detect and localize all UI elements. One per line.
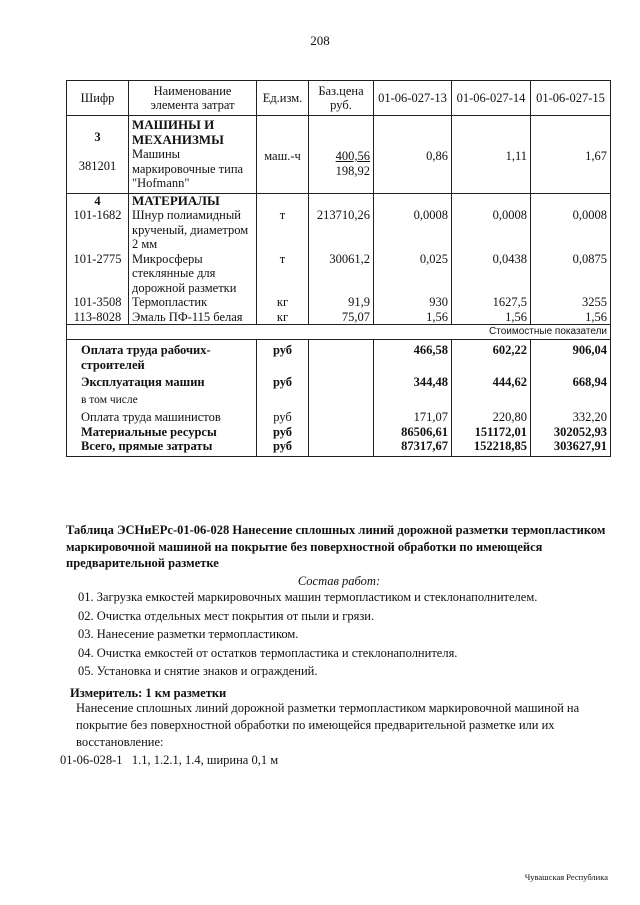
work-item: 03. Нанесение разметки термопластиком. bbox=[78, 627, 299, 641]
measure-unit: Измеритель: 1 км разметки bbox=[70, 686, 227, 700]
cost-row-labor bbox=[67, 340, 611, 373]
page-footer: Чувашская Республика bbox=[524, 872, 608, 882]
cost-value-1: 87317,67 bbox=[374, 439, 452, 456]
cost-unit: руб bbox=[257, 425, 309, 440]
row-value-1: 0,86 bbox=[374, 116, 452, 194]
cost-value-1: 466,58 bbox=[374, 340, 452, 373]
work-item: 04. Очистка емкостей от остатков термопластика и стеклонаполнителя. bbox=[78, 645, 458, 660]
cost-row-operators bbox=[67, 407, 611, 425]
table-header-row bbox=[67, 81, 611, 116]
row-value-1: 0,025 bbox=[374, 252, 452, 296]
row-price: 213710,26 bbox=[309, 208, 374, 252]
cost-value-3: 668,94 bbox=[531, 372, 611, 407]
cost-value-2: 602,22 bbox=[452, 340, 531, 373]
row-value-1: 930 bbox=[374, 295, 452, 310]
next-table-title: Таблица ЭСНиЕРс-01-06-028 Нанесение сплошных линий дорожной разметки термопластиком маркировочной машиной на покрытие без поверхностной обработки по имеющейся предварительной разметке bbox=[66, 523, 606, 570]
cost-unit: руб bbox=[257, 340, 309, 373]
table-row bbox=[67, 208, 611, 252]
cost-value-3: 332,20 bbox=[531, 407, 611, 425]
row-value-1: 1,56 bbox=[374, 310, 452, 325]
cost-value-2: 444,62 bbox=[452, 372, 531, 407]
cost-caption: Стоимостные показатели bbox=[67, 325, 611, 340]
works-list bbox=[78, 588, 624, 681]
row-name: Эмаль ПФ-115 белая bbox=[129, 310, 257, 325]
cost-label-cell bbox=[67, 372, 257, 407]
cost-value-2: 220,80 bbox=[452, 407, 531, 425]
cost-unit: руб bbox=[257, 407, 309, 425]
header-price bbox=[309, 81, 374, 116]
header-col1: 01-06-027-13 bbox=[374, 81, 452, 116]
measure-description: Нанесение сплошных линий дорожной разметки термопластиком маркировочной машиной на покрытие без поверхностной обработки по имеющейся предварительной разметке или их восстановление: bbox=[76, 701, 580, 749]
table-row bbox=[67, 310, 611, 325]
header-name-line2: элемента затрат bbox=[150, 98, 235, 112]
cost-label: Материальные ресурсы bbox=[67, 425, 257, 440]
cost-value-2: 152218,85 bbox=[452, 439, 531, 456]
row-name: Микросферы стеклянные для дорожной разметки bbox=[129, 252, 257, 296]
section-row-materials bbox=[67, 193, 611, 208]
cost-caption-row bbox=[67, 325, 611, 340]
row-value-3: 1,67 bbox=[531, 116, 611, 194]
price-top: 400,56 bbox=[335, 149, 370, 163]
cost-value-1: 86506,61 bbox=[374, 425, 452, 440]
row-price: 91,9 bbox=[309, 295, 374, 310]
row-value-2: 0,0438 bbox=[452, 252, 531, 296]
header-name-line1: Наименование bbox=[153, 84, 232, 98]
cost-value-1: 344,48 bbox=[374, 372, 452, 407]
row-value-3: 3255 bbox=[531, 295, 611, 310]
row-unit: т bbox=[257, 252, 309, 296]
row-value-2: 1,11 bbox=[452, 116, 531, 194]
works-title: Состав работ: bbox=[297, 574, 381, 588]
cost-row-machines bbox=[67, 372, 611, 407]
code-line: 01-06-028-1 1.1, 1.2.1, 1.4, ширина 0,1 м bbox=[60, 753, 279, 767]
cost-row-total bbox=[67, 439, 611, 456]
row-value-3: 1,56 bbox=[531, 310, 611, 325]
cost-value-3: 303627,91 bbox=[531, 439, 611, 456]
table-row bbox=[67, 252, 611, 296]
work-item: 05. Установка и снятие знаков и ограждений. bbox=[78, 664, 318, 678]
cost-value-3: 302052,93 bbox=[531, 425, 611, 440]
cost-value-1: 171,07 bbox=[374, 407, 452, 425]
row-name: Термопластик bbox=[129, 295, 257, 310]
section-name-cell bbox=[129, 116, 257, 194]
row-value-1: 0,0008 bbox=[374, 208, 452, 252]
cost-value-2: 151172,01 bbox=[452, 425, 531, 440]
header-col2: 01-06-027-14 bbox=[452, 81, 531, 116]
work-item: 01. Загрузка емкостей маркировочных машин термопластиком и стеклонаполнителем. bbox=[78, 590, 538, 604]
section-title: МАШИНЫ И МЕХАНИЗМЫ bbox=[132, 117, 224, 147]
page-number: 208 bbox=[310, 33, 330, 48]
header-code: Шифр bbox=[67, 81, 129, 116]
cost-row-materials bbox=[67, 425, 611, 440]
cost-sublabel: в том числе bbox=[81, 393, 138, 406]
row-price: 75,07 bbox=[309, 310, 374, 325]
header-price-line2: руб. bbox=[330, 98, 352, 112]
row-value-3: 0,0008 bbox=[531, 208, 611, 252]
row-value-2: 0,0008 bbox=[452, 208, 531, 252]
section-code: 4 bbox=[67, 193, 129, 208]
row-code: 101-1682 bbox=[67, 208, 129, 252]
table-row bbox=[67, 295, 611, 310]
resource-table bbox=[66, 80, 611, 457]
row-code: 101-3508 bbox=[67, 295, 129, 310]
row-name: Машины маркировочные типа "Hofmann" bbox=[132, 147, 244, 190]
header-name bbox=[129, 81, 257, 116]
cost-label: Оплата труда рабочих-строителей bbox=[67, 340, 257, 373]
header-unit: Ед.изм. bbox=[257, 81, 309, 116]
cost-unit: руб bbox=[257, 372, 309, 407]
row-price: 30061,2 bbox=[309, 252, 374, 296]
row-code: 113-8028 bbox=[67, 310, 129, 325]
cost-label: Оплата труда машинистов bbox=[67, 407, 257, 425]
row-unit: кг bbox=[257, 295, 309, 310]
row-code: 381201 bbox=[78, 158, 117, 173]
row-value-2: 1,56 bbox=[452, 310, 531, 325]
section-title: МАТЕРИАЛЫ bbox=[129, 193, 257, 208]
cost-unit: руб bbox=[257, 439, 309, 456]
section-row-machines bbox=[67, 116, 611, 194]
section-cell bbox=[67, 116, 129, 194]
row-unit: маш.-ч bbox=[257, 116, 309, 194]
header-col3: 01-06-027-15 bbox=[531, 81, 611, 116]
price-bottom: 198,92 bbox=[335, 163, 370, 178]
cost-label: Эксплуатация машин bbox=[81, 375, 205, 389]
row-unit: т bbox=[257, 208, 309, 252]
row-code: 101-2775 bbox=[67, 252, 129, 296]
row-name: Шнур полиамидный крученый, диаметром 2 мм bbox=[129, 208, 257, 252]
row-value-3: 0,0875 bbox=[531, 252, 611, 296]
section-code: 3 bbox=[94, 130, 101, 144]
row-value-2: 1627,5 bbox=[452, 295, 531, 310]
cost-label: Всего, прямые затраты bbox=[67, 439, 257, 456]
row-price bbox=[309, 116, 374, 194]
work-item: 02. Очистка отдельных мест покрытия от пыли и грязи. bbox=[78, 608, 375, 623]
cost-value-3: 906,04 bbox=[531, 340, 611, 373]
row-unit: кг bbox=[257, 310, 309, 325]
header-price-line1: Баз.цена bbox=[318, 84, 364, 98]
